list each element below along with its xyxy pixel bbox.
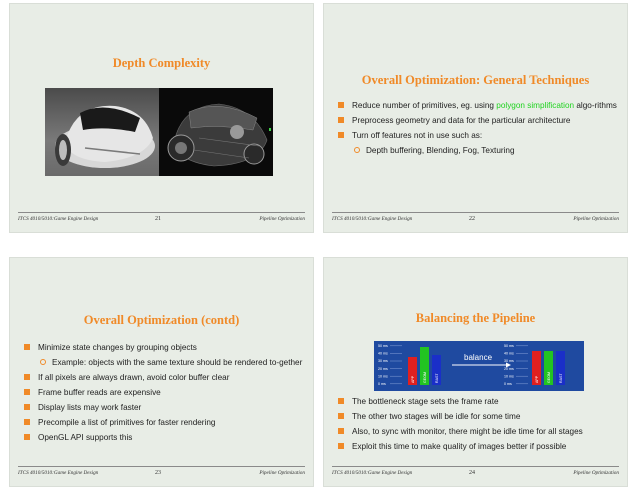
footer-page-number: 22 [469,216,475,222]
footer-course: ITCS 4010/5010:Game Engine Design [332,470,413,476]
stage-bar-label: RAST [559,373,563,383]
slide-footer [18,466,305,478]
bullet-item: Display lists may work faster [22,402,303,413]
footer-course: ITCS 4010/5010:Game Engine Design [18,470,99,476]
square-bullet-icon [338,413,344,419]
slide-22 [323,3,628,233]
footer-topic: Pipeline Optimization [259,470,305,476]
stage-bar-label: RAST [435,373,439,383]
bullet-item: Preprocess geometry and data for the particular architecture [336,115,617,126]
bullet-item: Precompile a list of primitives for faster rendering [22,417,303,428]
slide-24 [323,257,628,487]
footer-page-number: 21 [155,216,161,222]
slide-title: Balancing the Pipeline [415,311,536,325]
square-bullet-icon [338,443,344,449]
bullet-item: Also, to sync with monitor, there might be idle time for all stages [336,426,617,437]
axis-tick-label: 20 ms [504,366,514,371]
square-bullet-icon [338,398,344,404]
slide-title: Depth Complexity [112,56,211,70]
footer-topic: Pipeline Optimization [259,216,305,222]
bullet-item: Exploit this time to make quality of images better if possible [336,441,617,452]
bullet-item: Turn off features not in use such as: [336,130,617,141]
circle-bullet-icon [354,147,360,153]
footer-course: ITCS 4010/5010:Game Engine Design [332,216,413,222]
bullet-item: OpenGL API supports this [22,432,303,443]
bullet-item: Frame buffer reads are expensive [22,387,303,398]
stage-bar-label: GEOM [547,372,551,383]
slide-footer [332,466,619,478]
square-bullet-icon [338,102,344,108]
axis-tick-label: 0 ms [378,382,386,386]
slide-footer [18,212,305,224]
stage-bar-label: GEOM [423,372,427,383]
axis-tick-label: 50 ms [504,344,514,348]
square-bullet-icon [338,428,344,434]
slide-title: Overall Optimization (contd) [83,313,240,327]
footer-topic: Pipeline Optimization [573,470,619,476]
axis-tick-label: 40 ms [504,351,514,356]
bullet-item: The other two stages will be idle for some time [336,411,617,422]
square-bullet-icon [24,374,30,380]
pipeline-balance-figure [374,341,584,391]
square-bullet-icon [24,344,30,350]
footer-topic: Pipeline Optimization [573,216,619,222]
axis-tick-label: 10 ms [378,374,388,379]
footer-page-number: 24 [469,470,475,476]
slide-21 [9,3,314,233]
axis-tick-label: 10 ms [504,374,514,379]
footer-page-number: 23 [155,470,161,476]
slide-footer [332,212,619,224]
bullet-list [336,100,617,160]
circle-bullet-icon [40,359,46,365]
square-bullet-icon [24,434,30,440]
stage-bar-label: APP [411,375,415,383]
bullet-item: The bottleneck stage sets the frame rate [336,396,617,407]
axis-tick-label: 0 ms [504,382,512,386]
square-bullet-icon [24,404,30,410]
square-bullet-icon [24,419,30,425]
axis-tick-label: 30 ms [504,359,514,364]
car-solid-render-image [45,88,159,176]
car-depth-complexity-image [159,88,273,176]
axis-tick-label: 50 ms [378,344,388,348]
axis-tick-label: 30 ms [378,359,388,364]
stage-bar-label: APP [535,375,539,383]
axis-tick-label: 20 ms [378,366,388,371]
sub-bullet-item: Example: objects with the same texture should be rendered to-gether [22,357,303,368]
slide-23 [9,257,314,487]
slide-title: Overall Optimization: General Techniques [361,73,590,87]
highlight-text: polygon simplification [496,101,575,110]
axis-tick-label: 40 ms [378,351,388,356]
square-bullet-icon [24,389,30,395]
bullet-list [336,396,617,456]
bullet-item: If all pixels are always drawn, avoid color buffer clear [22,372,303,383]
footer-course: ITCS 4010/5010:Game Engine Design [18,216,99,222]
bullet-item: Reduce number of primitives, eg. using polygon simplification algo-rithms [336,100,617,111]
square-bullet-icon [338,117,344,123]
square-bullet-icon [338,132,344,138]
bullet-list [22,342,303,447]
bullet-item: Minimize state changes by grouping objects [22,342,303,353]
sub-bullet-item: Depth buffering, Blending, Fog, Texturing [336,145,617,156]
balance-label: balance [464,353,493,362]
